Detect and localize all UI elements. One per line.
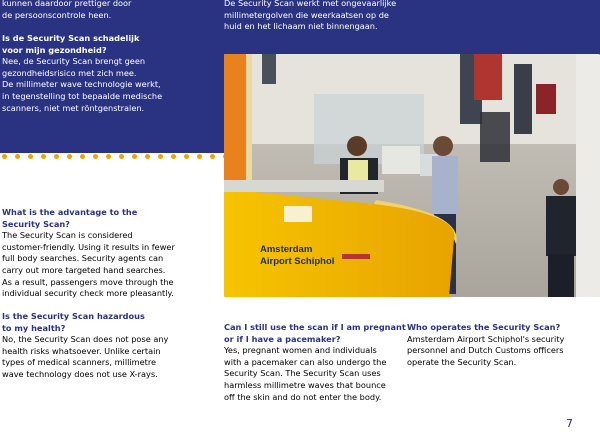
page-number: 7 [566,417,573,430]
advantage-section: What is the advantage to the Security Scan? The Security Scan is considered customer-friendly. Using it results in fewer full body searches. Security agents can carry out more targeted hand searches. As a result, passengers move through the individual security check more pleasantly. [2,207,175,299]
hazardous-heading: Is the Security Scan hazardous [2,311,145,321]
operator-section: Who operates the Security Scan? Amsterdam Airport Schiphol's security personnel and Dutch Customs officers operate the Security Scan. [407,322,565,367]
advantage-heading: What is the advantage to the [2,207,138,217]
operator-heading: Who operates the Security Scan? [407,322,561,332]
dutch-intro-text: kunnen daardoor prettiger door de persoonscontrole heen. [2,0,132,20]
pregnant-heading: Can I still use the scan if I am pregnant [224,322,406,332]
dutch-health-question: Is de Security Scan schadelijk voor mijn gezondheid? Nee, de Security Scan brengt geen gezondheidsrisico met zich mee. De millimeter wave technologie werkt, in tegenstelling tot bepaalde medische scanners, niet met röntgenstralen. [2,33,163,113]
hazardous-section: Is the Security Scan hazardous to my health? No, the Security Scan does not pose any health risks whatsoever. Unlike certain types of medical scanners, millimetre wave technology does not use X-rays. [2,311,169,379]
sign-text-amsterdam: Amsterdam [260,244,313,255]
security-desk-photo [224,54,600,297]
sign-text-airport-schiphol: Airport Schiphol [260,256,335,267]
dutch-millimeter-wave-text: De Security Scan werkt met ongevaarlijke millimetergolven die weerkaatsen op de huid en het lichaam niet binnengaan. [224,0,397,32]
pregnant-section: Can I still use the scan if I am pregnant or if I have a pacemaker? Yes, pregnant women and individuals with a pacemaker can also undergo the Security Scan. The Security Scan uses harmless millimetre waves that bounce off the skin and do not enter the body. [224,322,406,402]
